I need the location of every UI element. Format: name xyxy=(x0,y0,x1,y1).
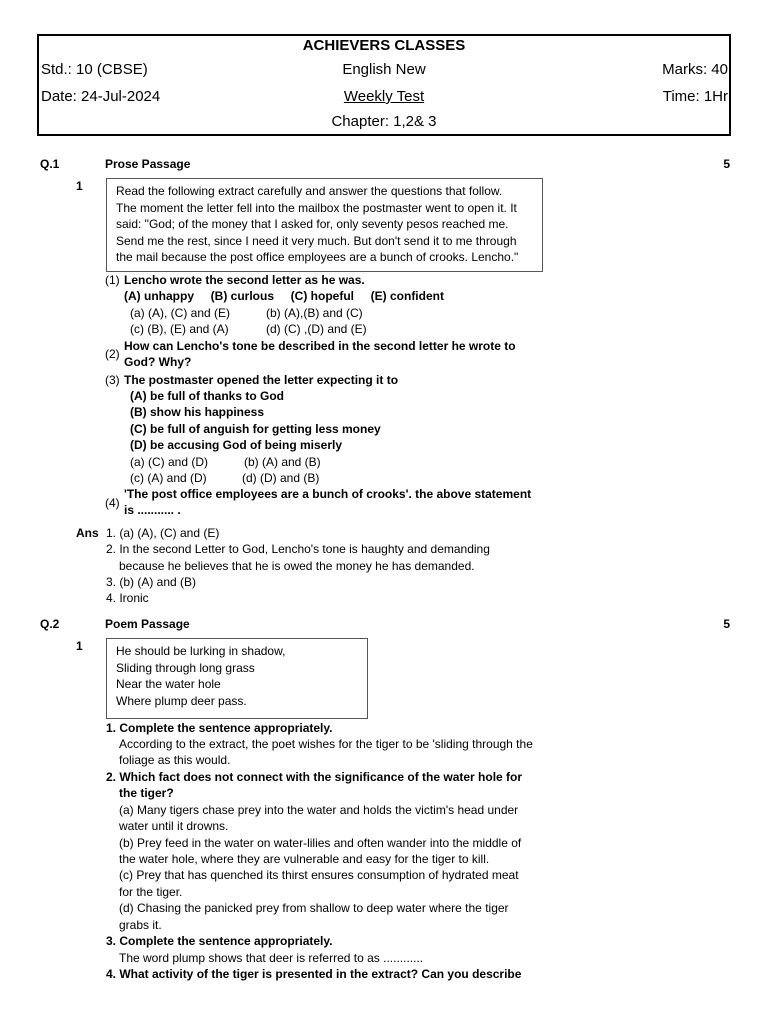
answers-label: Ans xyxy=(76,526,99,540)
q1-2-line1: How can Lencho's tone be described in the second letter he wrote to xyxy=(124,339,516,353)
marks-label: Marks: 40 xyxy=(662,61,728,78)
q1-1-options: (A) unhappy (B) curlous (C) hopeful (E) confident xyxy=(124,289,444,303)
q2-item-1-line2: foliage as this would. xyxy=(119,753,231,767)
q2-item-1-head: 1. Complete the sentence appropriately. xyxy=(106,721,333,735)
q1-3-text: The postmaster opened the letter expecting it to xyxy=(124,373,399,387)
institute-name: ACHIEVERS CLASSES xyxy=(302,37,466,54)
q1-3-choice-d: (d) (D) and (B) xyxy=(242,471,320,485)
passage-line: the mail because the post office employees are a bunch of crooks. Lencho." xyxy=(116,250,519,264)
q2-item-2-a-line1: (a) Many tigers chase prey into the water and holds the victim's head under xyxy=(119,803,519,817)
q1-3-label: (3) xyxy=(105,373,120,387)
q1-1-choice-a: (a) (A), (C) and (E) xyxy=(130,306,231,320)
q2-item-2-d-line2: grabs it. xyxy=(119,918,162,932)
q1-3-b: (B) show his happiness xyxy=(130,405,265,419)
q2-item-2-b-line1: (b) Prey feed in the water on water-lilies and often wander into the middle of xyxy=(119,836,522,850)
q2-item-2-c-line1: (c) Prey that has quenched its thirst ensures consumption of hydrated meat xyxy=(119,868,519,882)
q1-3-choice-a: (a) (C) and (D) xyxy=(130,455,209,469)
std-label: Std.: 10 (CBSE) xyxy=(41,61,148,78)
q2-item-1-line1: According to the extract, the poet wishes for the tiger to be 'sliding through the xyxy=(119,737,533,751)
q1-1-text: Lencho wrote the second letter as he was. xyxy=(124,273,365,287)
q2-number: Q.2 xyxy=(40,617,60,631)
poem-line: Sliding through long grass xyxy=(116,661,255,675)
q1-3-choice-c: (c) (A) and (D) xyxy=(130,471,207,485)
poem-line: Near the water hole xyxy=(116,677,221,691)
q1-1-choice-c: (c) (B), (E) and (A) xyxy=(130,322,229,336)
q2-item-2-a-line2: water until it drowns. xyxy=(119,819,229,833)
q1-1-choice-b: (b) (A),(B) and (C) xyxy=(266,306,363,320)
answer-2-line1: 2. In the second Letter to God, Lencho's tone is haughty and demanding xyxy=(106,542,490,556)
q1-title: Prose Passage xyxy=(105,157,191,171)
q1-1-choice-d: (d) (C) ,(D) and (E) xyxy=(266,322,367,336)
q2-item-2-head-line2: the tiger? xyxy=(119,786,174,800)
q2-item-2-head-line1: 2. Which fact does not connect with the significance of the water hole for xyxy=(106,770,523,784)
q1-2-line2: God? Why? xyxy=(124,355,192,369)
q2-item-2-b-line2: the water hole, where they are vulnerable and easy for the tiger to kill. xyxy=(119,852,490,866)
chapter-label: Chapter: 1,2& 3 xyxy=(331,113,437,130)
q2-item-2-d-line1: (d) Chasing the panicked prey from shallow to deep water where the tiger xyxy=(119,901,509,915)
q1-4-label: (4) xyxy=(105,496,120,510)
q1-3-d: (D) be accusing God of being miserly xyxy=(130,438,343,452)
passage-line: said: "God; of the money that I asked for, only seventy pesos reached me. xyxy=(116,217,509,231)
subject-label: English New xyxy=(342,61,426,78)
poem-line: He should be lurking in shadow, xyxy=(116,644,286,658)
q2-marks: 5 xyxy=(723,617,730,631)
q2-item-3-head: 3. Complete the sentence appropriately. xyxy=(106,934,333,948)
answer-1: 1. (a) (A), (C) and (E) xyxy=(106,526,220,540)
q1-marks: 5 xyxy=(723,157,730,171)
q1-4-line1: 'The post office employees are a bunch of crooks'. the above statement xyxy=(124,487,532,501)
q2-item-3-line1: The word plump shows that deer is referred to as ............ xyxy=(119,951,424,965)
q1-3-c: (C) be full of anguish for getting less money xyxy=(130,422,381,436)
answer-3: 3. (b) (A) and (B) xyxy=(106,575,197,589)
q1-3-a: (A) be full of thanks to God xyxy=(130,389,284,403)
q1-3-choice-b: (b) (A) and (B) xyxy=(244,455,321,469)
passage-line: Send me the rest, since I need it very much. But don't send it to me through xyxy=(116,234,517,248)
q1-number: Q.1 xyxy=(40,157,60,171)
answer-4: 4. Ironic xyxy=(106,591,149,605)
q2-title: Poem Passage xyxy=(105,617,190,631)
q2-sub-number: 1 xyxy=(76,639,83,653)
date-label: Date: 24-Jul-2024 xyxy=(41,88,161,105)
time-label: Time: 1Hr xyxy=(662,88,728,105)
q1-4-line2: is ........... . xyxy=(124,503,181,517)
poem-line: Where plump deer pass. xyxy=(116,694,247,708)
answer-2-line2: because he believes that he is owed the money he has demanded. xyxy=(119,559,475,573)
q1-2-label: (2) xyxy=(105,347,120,361)
test-type: Weekly Test xyxy=(343,88,425,105)
q1-1-label: (1) xyxy=(105,273,120,287)
q2-item-4-head: 4. What activity of the tiger is presented in the extract? Can you describe xyxy=(106,967,522,981)
q2-item-2-c-line2: for the tiger. xyxy=(119,885,183,899)
passage-line: The moment the letter fell into the mailbox the postmaster went to open it. It xyxy=(116,201,517,215)
passage-line: Read the following extract carefully and answer the questions that follow. xyxy=(116,184,503,198)
q1-sub-number: 1 xyxy=(76,179,83,193)
